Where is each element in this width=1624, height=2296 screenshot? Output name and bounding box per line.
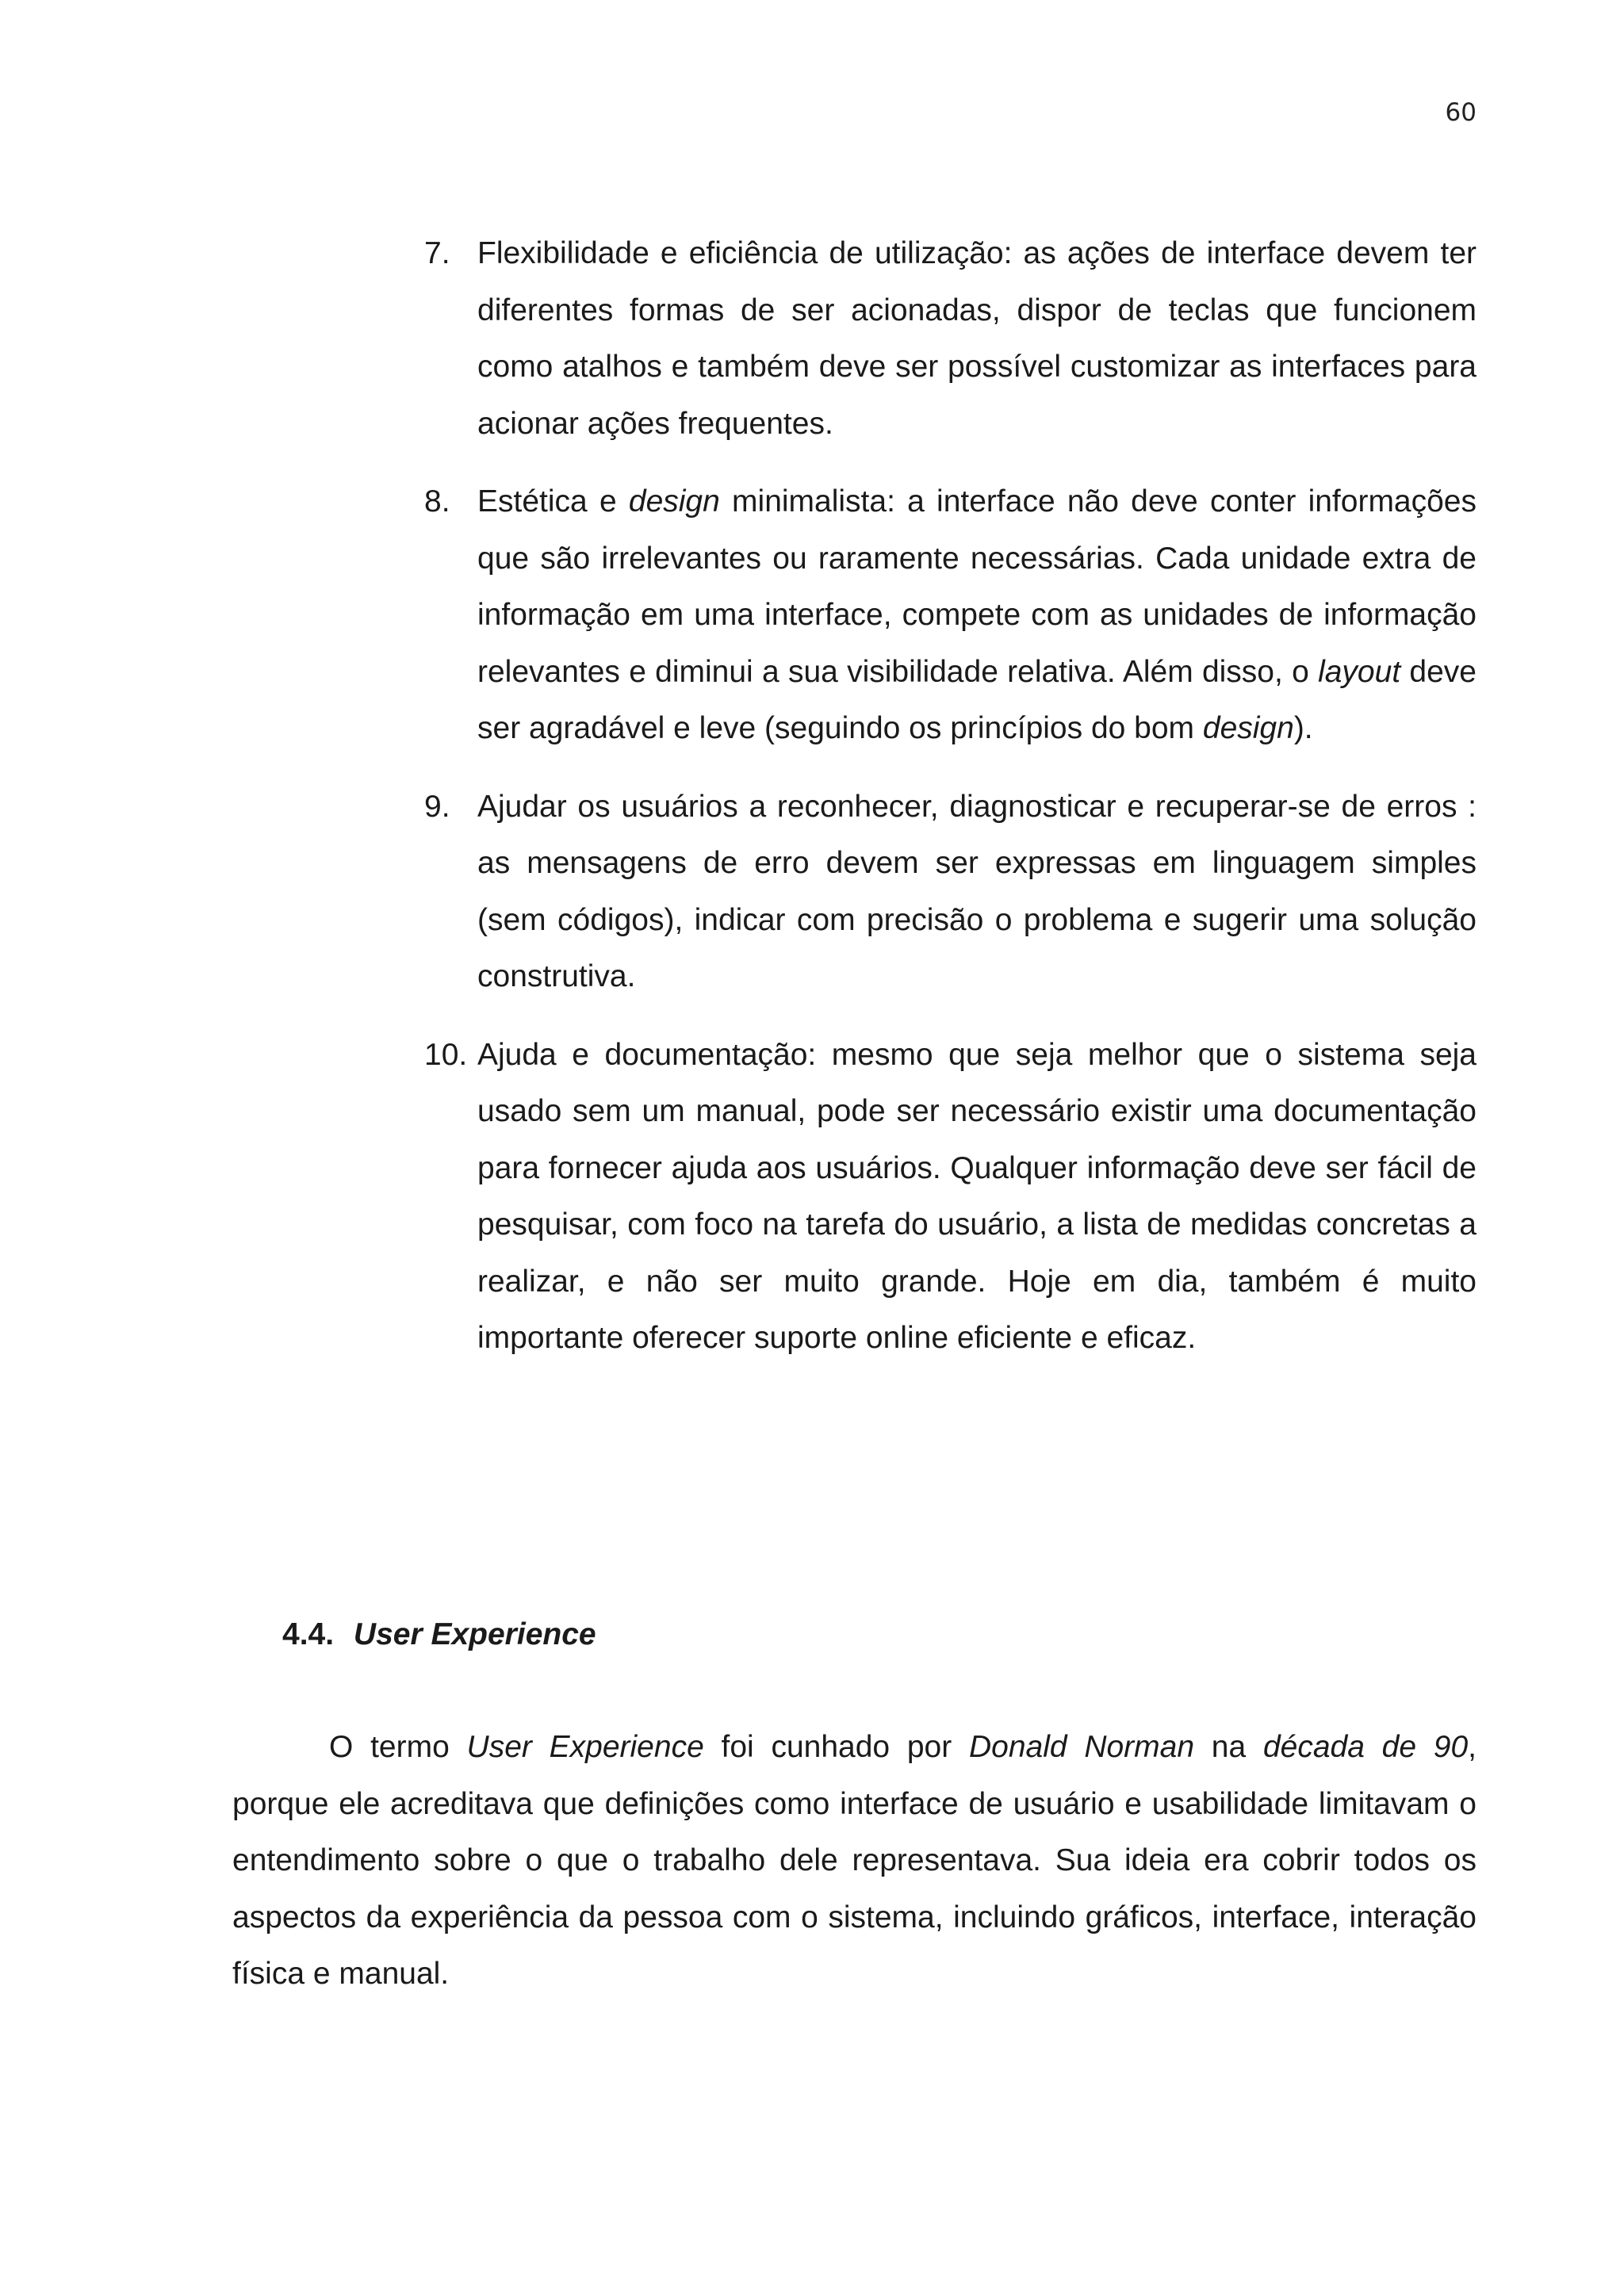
list-item: [424, 779, 1477, 1005]
italic-term: design: [628, 484, 720, 519]
text-run: Flexibilidade e eficiência de utilização: as ações de interface devem ter diferentes formas de ser acionadas, dispor de teclas que funcionem como atalhos e também deve ser possível customizar as interfaces para acionar ações frequentes.: [477, 236, 1477, 441]
italic-term: User Experience: [466, 1730, 704, 1764]
text-run: Ajudar os usuários a reconhecer, diagnosticar e recuperar-se de erros : as mensagens de erro devem ser expressas em linguagem simples (sem códigos), indicar com precisão o problema e sugerir uma solução construtiva.: [477, 789, 1477, 993]
section-title: User Experience: [353, 1617, 596, 1651]
list-item-number: 9.: [424, 789, 450, 824]
text-run: na: [1194, 1730, 1263, 1764]
text-run: foi cunhado por: [703, 1730, 969, 1764]
section-heading: [282, 1611, 596, 1659]
text-run: Ajuda e documentação: mesmo que seja melhor que o sistema seja usado sem um manual, pode ser necessário existir uma documentação para fornecer ajuda aos usuários. Qualquer informação deve ser fácil de pesquisar, com foco na tarefa do usuário, a lista de medidas concretas a realizar, e não ser muito grande. Hoje em dia, também é muito importante oferecer suporte online eficiente e eficaz.: [477, 1037, 1477, 1355]
list-item-text: [477, 1038, 1477, 1356]
italic-term: layout: [1318, 654, 1401, 689]
list-item-text: [477, 484, 1477, 745]
list-item: [424, 473, 1477, 757]
italic-term: Donald Norman: [968, 1730, 1195, 1764]
text-run: ).: [1293, 711, 1313, 745]
list-item-number: 10.: [424, 1037, 468, 1072]
page-number: 60: [1445, 98, 1477, 127]
list-item-text: [477, 790, 1477, 994]
list-item: [424, 1027, 1477, 1367]
italic-term: década de 90: [1262, 1730, 1469, 1764]
list-item-number: 7.: [424, 236, 450, 270]
text-run: Estética e: [477, 484, 629, 519]
list-item-text: [477, 236, 1477, 441]
heuristics-list: [424, 225, 1477, 1388]
list-item-number: 8.: [424, 484, 450, 519]
text-run: O termo: [329, 1730, 467, 1764]
section-number: 4.4.: [282, 1617, 335, 1651]
list-item: [424, 225, 1477, 452]
text-run: deve ser agradável e leve (seguindo os princípios do bom: [477, 654, 1477, 745]
body-paragraph: [232, 1719, 1477, 2003]
text-run: , porque ele acreditava que definições como interface de usuário e usabilidade limitavam o entendimento sobre o que o trabalho dele representava. Sua ideia era cobrir todos os aspectos da experiência da pessoa com o sistema, incluindo gráficos, interface, interação física e manual.: [232, 1730, 1477, 1991]
text-run: minimalista: a interface não deve conter informações que são irrelevantes ou raramente necessárias. Cada unidade extra de informação em uma interface, compete com as unidades de informação relevantes e diminui a sua visibilidade relativa. Além disso, o: [477, 484, 1477, 689]
italic-term: design: [1202, 711, 1294, 745]
